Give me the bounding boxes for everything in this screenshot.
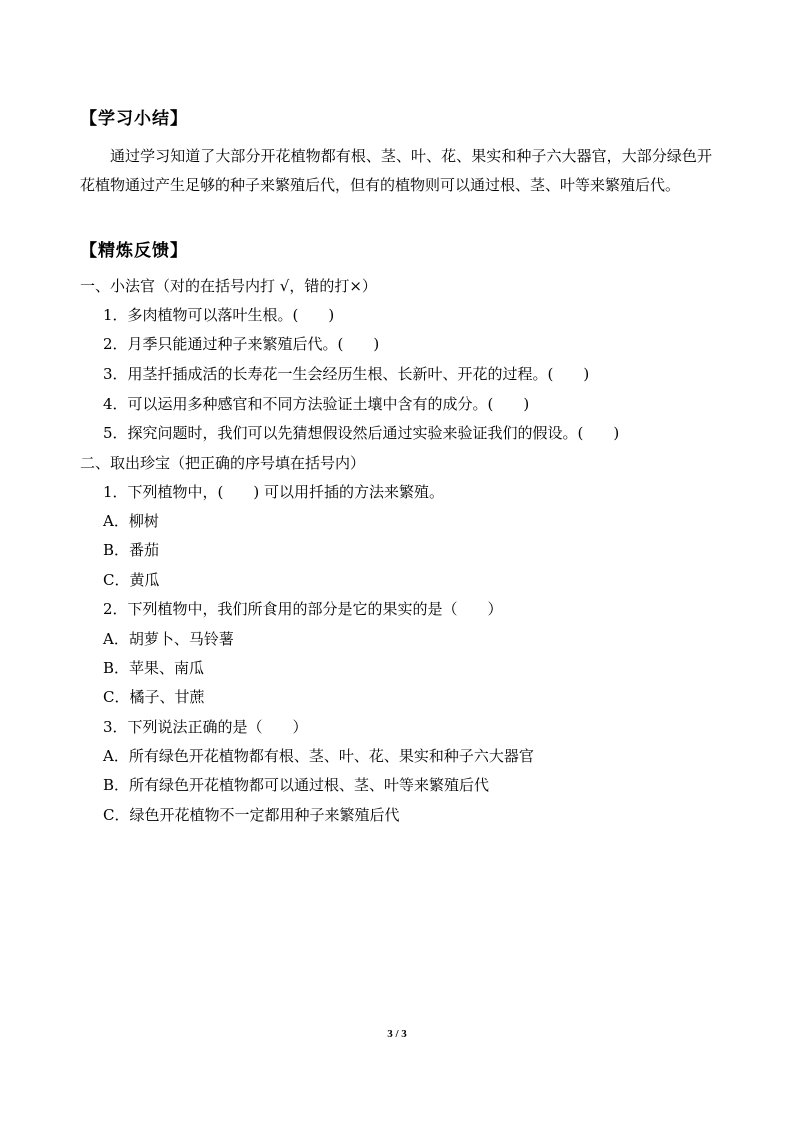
true-false-item: 3．用茎扦插成活的长寿花一生会经历生根、长新叶、开花的过程。( ) [103,365,590,383]
true-false-item: 2．月季只能通过种子来繁殖后代。( ) [103,335,380,353]
page-number: 3 / 3 [387,1028,407,1040]
question-option: A．柳树 [103,512,159,530]
part1-title: 一、小法官（对的在括号内打 √，错的打×） [80,277,377,295]
question-stem: 2．下列植物中，我们所食用的部分是它的果实的是（ ） [103,600,503,618]
part2-title: 二、取出珍宝（把正确的序号填在括号内） [80,454,366,472]
summary-heading: 【学习小结】 [80,109,188,129]
question-option: B．所有绿色开花植物都可以通过根、茎、叶等来繁殖后代 [103,776,490,794]
question-stem: 3．下列说法正确的是（ ） [103,718,308,736]
true-false-item: 5．探究问题时，我们可以先猜想假设然后通过实验来验证我们的假设。( ) [103,424,620,442]
question-option: A．所有绿色开花植物都有根、茎、叶、花、果实和种子六大器官 [103,747,534,765]
summary-paragraph: 通过学习知道了大部分开花植物都有根、茎、叶、花、果实和种子六大器官，大部分绿色开花植物通过产生足够的种子来繁殖后代，但有的植物则可以通过根、茎、叶等来繁殖后代。 [80,147,712,194]
practice-heading: 【精炼反馈】 [80,241,188,261]
question-option: C．绿色开花植物不一定都用种子来繁殖后代 [103,806,400,824]
question-option: B．苹果、南瓜 [103,659,205,677]
question-stem: 1．下列植物中，( ) 可以用扦插的方法来繁殖。 [103,483,445,501]
question-option: C．橘子、甘蔗 [103,688,205,706]
true-false-item: 4．可以运用多种感官和不同方法验证土壤中含有的成分。( ) [103,395,530,413]
question-option: B．番茄 [103,541,160,559]
question-option: A．胡萝卜、马铃薯 [103,630,234,648]
question-option: C．黄瓜 [103,571,160,589]
true-false-item: 1．多肉植物可以落叶生根。( ) [103,306,335,324]
